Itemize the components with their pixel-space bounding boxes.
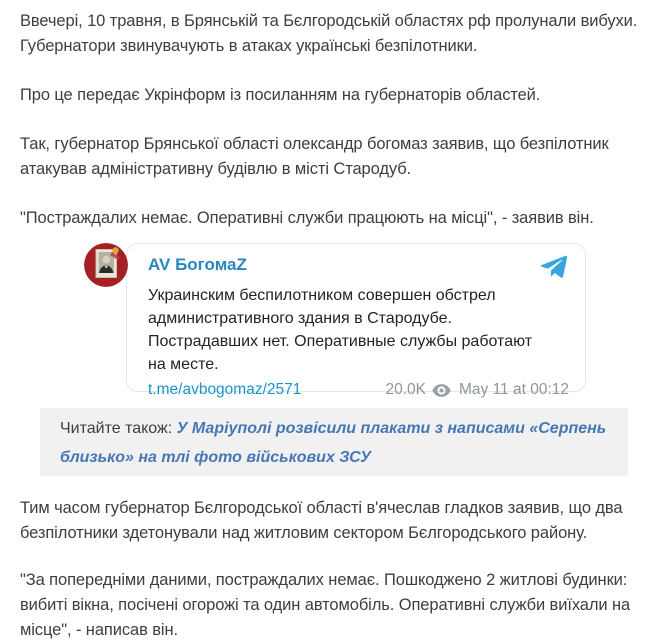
article-paragraph: Так, губернатор Брянської області олександр богомаз заявив, що безпілотник атакував адміністративну будівлю в місті Стародуб. <box>20 135 609 178</box>
telegram-embed <box>84 243 586 398</box>
read-also-link[interactable]: У Маріуполі розвісили плакати з написами «Серпень близько» на тлі фото військових ЗСУ <box>60 420 607 466</box>
channel-name-link[interactable]: AV БогомаZ <box>148 255 247 274</box>
avatar-portrait-image <box>84 243 128 287</box>
views-counter <box>385 380 451 400</box>
read-also-box <box>40 408 628 476</box>
article-paragraph: "Постраждалих немає. Оперативні служби працюють на місці", - заявив він. <box>20 209 594 227</box>
telegram-plane-icon[interactable] <box>539 252 569 282</box>
telegram-post-meta <box>385 380 569 400</box>
post-timestamp: May 11 at 00:12 <box>458 381 569 398</box>
eye-icon <box>432 384 451 397</box>
telegram-post-card <box>126 243 586 398</box>
telegram-post-link[interactable]: t.me/avbogomaz/2571 <box>148 381 302 398</box>
read-also-label: Читайте також: <box>60 420 177 437</box>
views-count: 20.0K <box>385 381 426 398</box>
telegram-post-footer <box>148 380 569 400</box>
telegram-post-header <box>148 254 569 282</box>
channel-avatar[interactable] <box>84 243 128 287</box>
telegram-message-text: Украинским беспилотником совершен обстрел административного здания в Стародубе. Пострадавших нет. Оперативные службы работают на месте. <box>148 287 533 373</box>
article-paragraph: Тим часом губернатор Бєлгородської області в'ячеслав гладков заявив, що два безпілотники здетонували над житловим сектором Бєлгородського району. <box>20 499 623 542</box>
article-paragraph: "За попередніми даними, постраждалих немає. Пошкоджено 2 житлові будинки: вибиті вікна, посічені огорожі та один автомобіль. Оперативні служби виїхали на місце", - написав він. <box>20 571 631 639</box>
article-paragraph: Про це передає Укрінформ із посиланням на губернаторів областей. <box>20 86 541 104</box>
article-paragraph: Ввечері, 10 травня, в Брянській та Бєлгородській областях рф пролунали вибухи. Губернатори звинувачують в атаках українські безпілотники. <box>20 12 638 55</box>
